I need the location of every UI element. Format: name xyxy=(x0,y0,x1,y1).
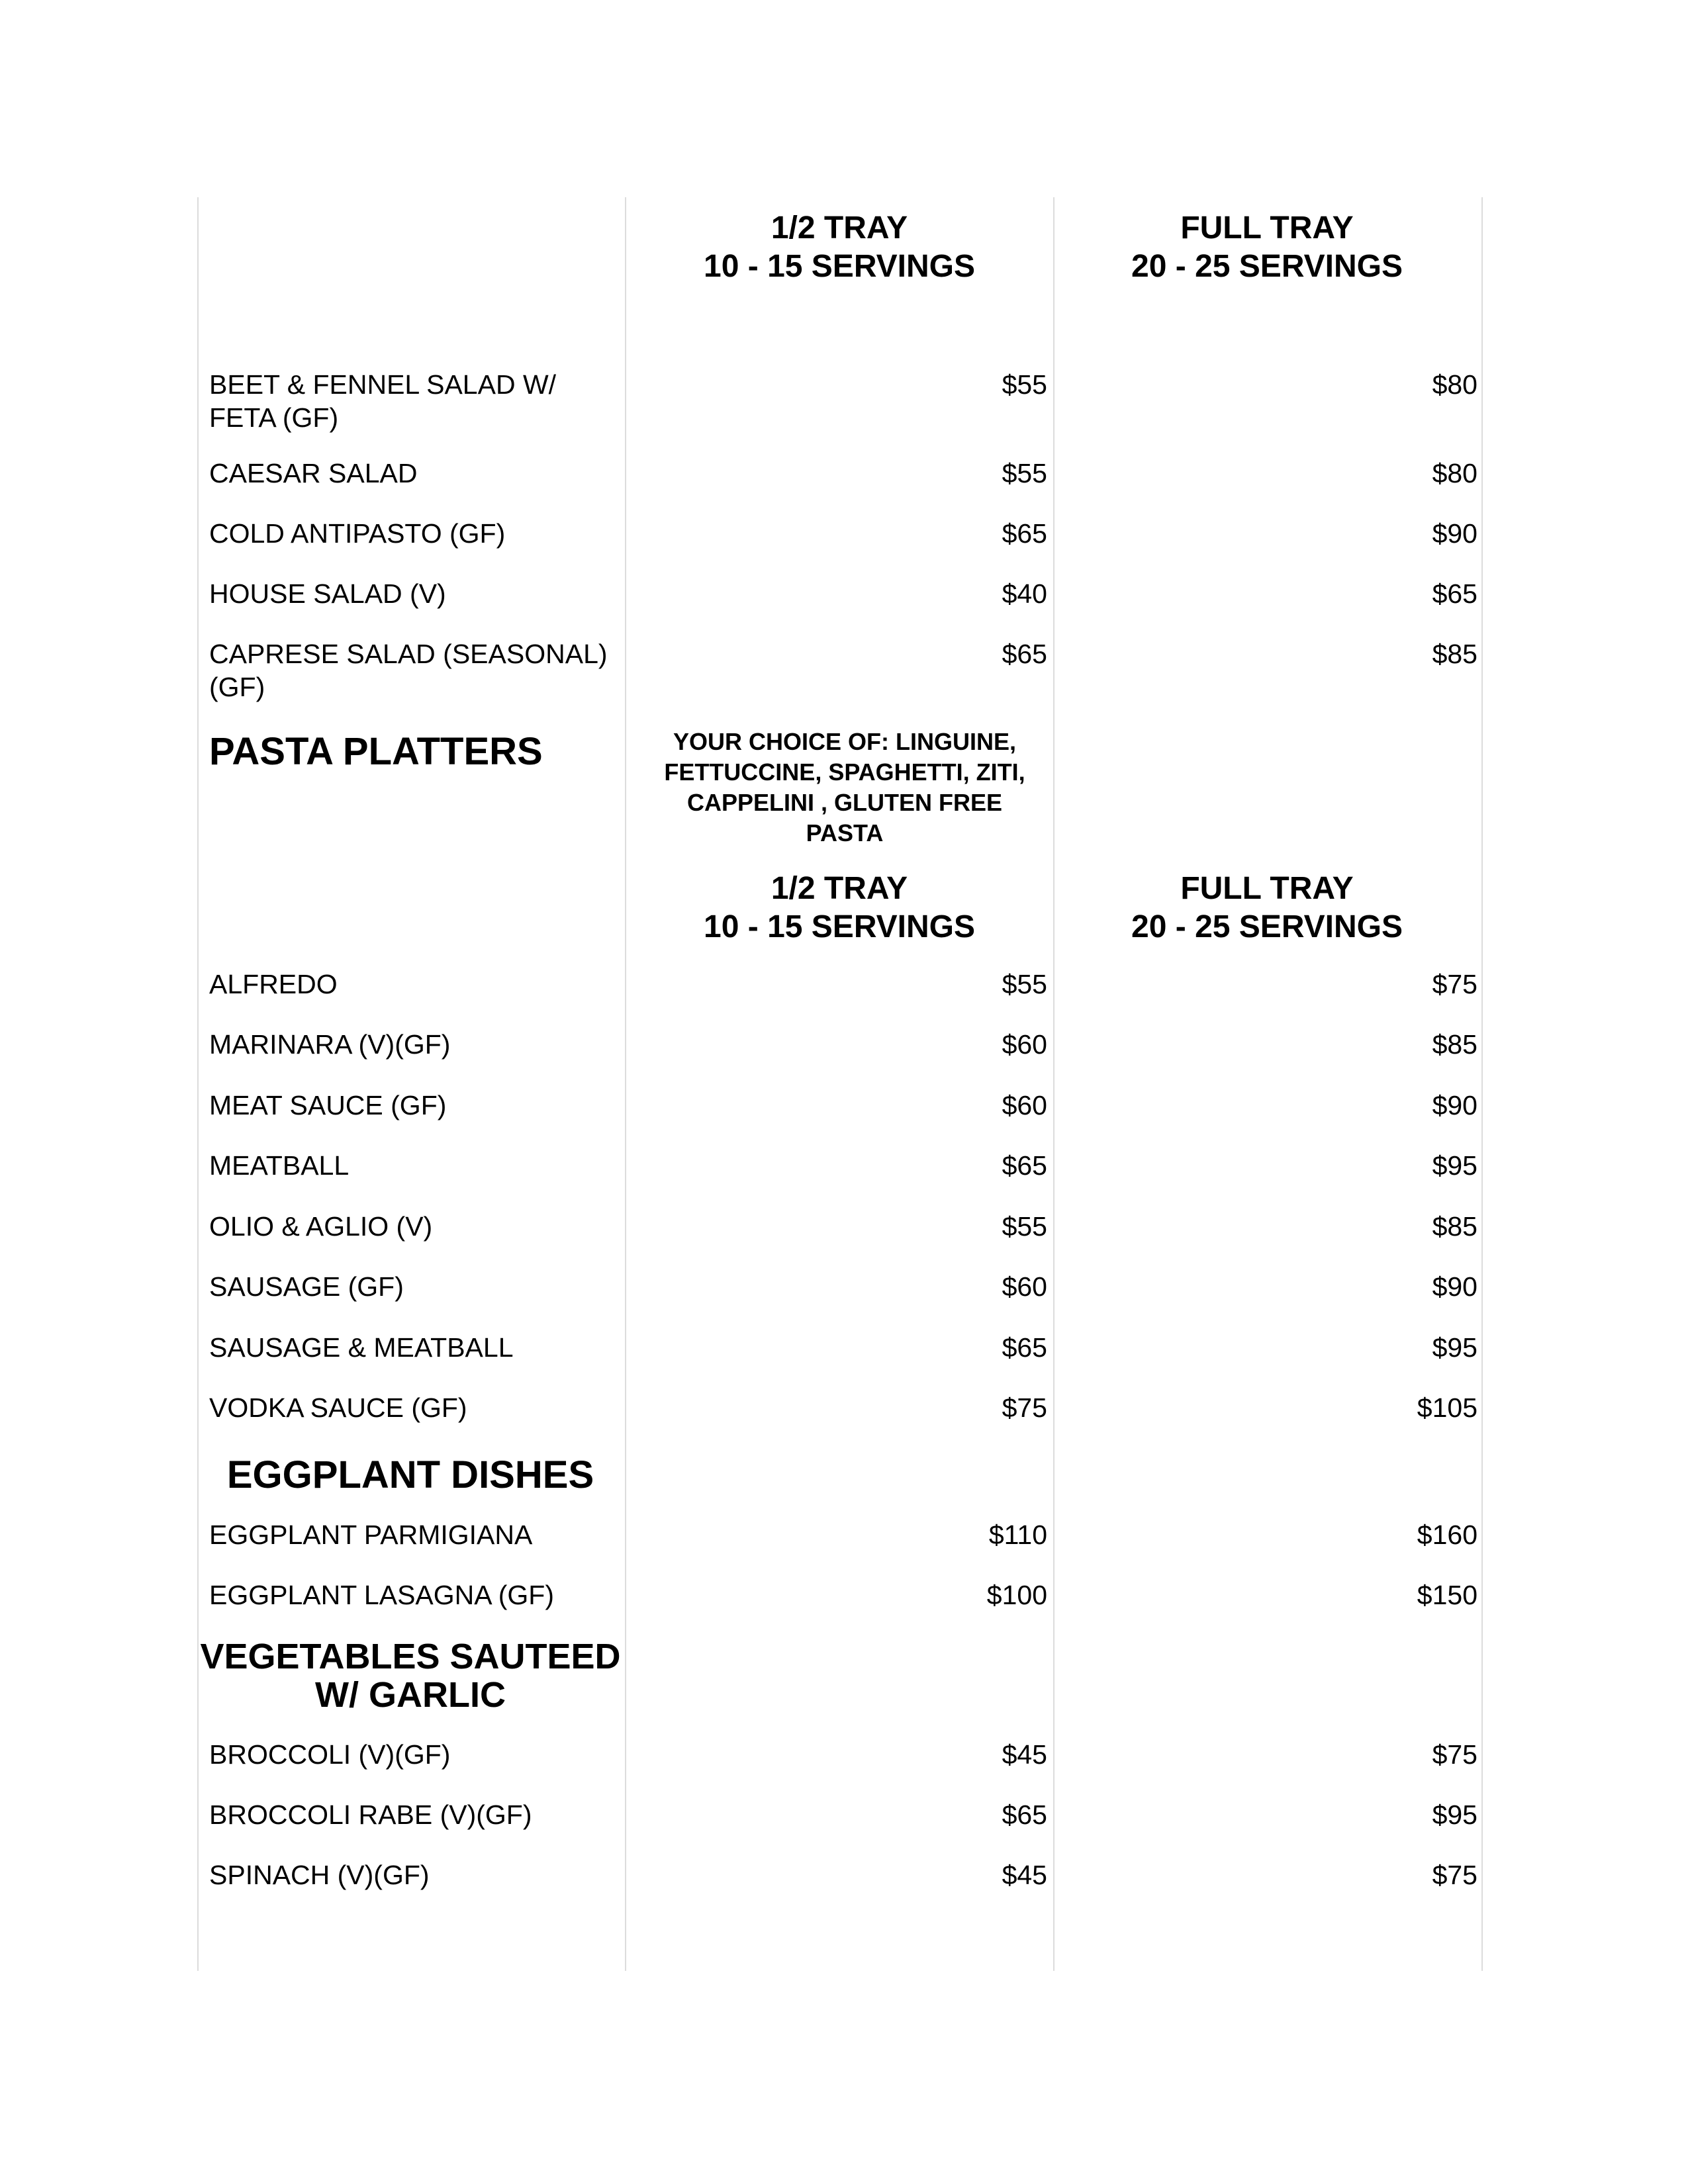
menu-item-name: EGGPLANT LASAGNA (GF) xyxy=(209,1580,554,1610)
half-tray-price: $65 xyxy=(1002,518,1047,549)
menu-item-name: CAESAR SALAD xyxy=(209,458,418,488)
full-tray-price: $90 xyxy=(1432,1271,1477,1302)
full-tray-price: $90 xyxy=(1432,518,1477,549)
menu-item-name: MEAT SAUCE (GF) xyxy=(209,1090,447,1120)
full-tray-price: $85 xyxy=(1432,1211,1477,1242)
menu-item-name: CAPRESE SALAD (SEASONAL) (GF) xyxy=(209,639,608,702)
half-tray-price: $55 xyxy=(1002,369,1047,400)
half-tray-price: $55 xyxy=(1002,969,1047,999)
menu-item-name: BROCCOLI RABE (V)(GF) xyxy=(209,1799,532,1830)
half-tray-price: $60 xyxy=(1002,1271,1047,1302)
section-title-pasta: PASTA PLATTERS xyxy=(209,730,543,773)
half-tray-price: $65 xyxy=(1002,1332,1047,1363)
half-tray-price: $65 xyxy=(1002,1799,1047,1830)
menu-item-name: SPINACH (V)(GF) xyxy=(209,1860,430,1890)
half-tray-header xyxy=(628,209,1051,286)
full-tray-price: $95 xyxy=(1432,1332,1477,1363)
full-tray-label: FULL TRAY xyxy=(1180,210,1354,246)
menu-item-name: BROCCOLI (V)(GF) xyxy=(209,1739,451,1770)
full-tray-price: $80 xyxy=(1432,369,1477,400)
half-tray-price: $65 xyxy=(1002,1150,1047,1181)
full-tray-price: $75 xyxy=(1432,969,1477,999)
full-tray-price: $75 xyxy=(1432,1739,1477,1770)
menu-item-name: VODKA SAUCE (GF) xyxy=(209,1392,467,1423)
half-tray-label: 1/2 TRAY xyxy=(771,871,908,906)
half-tray-price: $55 xyxy=(1002,1211,1047,1242)
full-tray-price: $95 xyxy=(1432,1150,1477,1181)
half-tray-price: $75 xyxy=(1002,1392,1047,1423)
full-tray-header xyxy=(1055,209,1479,286)
full-tray-label: FULL TRAY xyxy=(1180,871,1354,906)
half-tray-price: $40 xyxy=(1002,578,1047,609)
half-tray-price: $60 xyxy=(1002,1090,1047,1120)
half-tray-price: $60 xyxy=(1002,1029,1047,1060)
section-title-eggplant: EGGPLANT DISHES xyxy=(226,1453,594,1496)
column-divider xyxy=(625,197,626,1971)
full-tray-price: $95 xyxy=(1432,1799,1477,1830)
menu-item-name: SAUSAGE & MEATBALL xyxy=(209,1332,514,1363)
full-tray-price: $105 xyxy=(1417,1392,1477,1423)
full-tray-price: $150 xyxy=(1417,1580,1477,1610)
menu-item-name: HOUSE SALAD (V) xyxy=(209,578,446,609)
half-tray-label: 1/2 TRAY xyxy=(771,210,908,246)
half-tray-price: $45 xyxy=(1002,1739,1047,1770)
half-tray-price: $45 xyxy=(1002,1860,1047,1890)
full-tray-price: $90 xyxy=(1432,1090,1477,1120)
menu-item-name: BEET & FENNEL SALAD W/ FETA (GF) xyxy=(209,369,557,433)
pasta-choice-note: YOUR CHOICE OF: LINGUINE, FETTUCCINE, SPAGHETTI, ZITI, CAPPELINI , GLUTEN FREE PASTA xyxy=(664,728,1025,846)
menu-item-name: OLIO & AGLIO (V) xyxy=(209,1211,433,1242)
full-tray-servings: 20 - 25 SERVINGS xyxy=(1131,249,1403,284)
menu-item-name: MARINARA (V)(GF) xyxy=(209,1029,451,1060)
menu-item-name: COLD ANTIPASTO (GF) xyxy=(209,518,506,549)
full-tray-servings: 20 - 25 SERVINGS xyxy=(1131,909,1403,944)
column-divider xyxy=(1053,197,1055,1971)
half-tray-price: $55 xyxy=(1002,458,1047,488)
half-tray-price: $100 xyxy=(986,1580,1047,1610)
menu-item-name: MEATBALL xyxy=(209,1150,350,1181)
half-tray-price: $65 xyxy=(1002,639,1047,669)
half-tray-header xyxy=(628,870,1051,946)
section-title-vegetables: VEGETABLES SAUTEED W/ GARLIC xyxy=(200,1637,621,1715)
full-tray-price: $85 xyxy=(1432,639,1477,669)
menu-item-name: SAUSAGE (GF) xyxy=(209,1271,404,1302)
full-tray-price: $160 xyxy=(1417,1520,1477,1550)
full-tray-header xyxy=(1055,870,1479,946)
full-tray-price: $75 xyxy=(1432,1860,1477,1890)
half-tray-servings: 10 - 15 SERVINGS xyxy=(704,249,975,284)
column-divider xyxy=(1481,197,1483,1971)
half-tray-servings: 10 - 15 SERVINGS xyxy=(704,909,975,944)
full-tray-price: $85 xyxy=(1432,1029,1477,1060)
menu-item-name: ALFREDO xyxy=(209,969,338,999)
half-tray-price: $110 xyxy=(988,1520,1047,1550)
full-tray-price: $80 xyxy=(1432,458,1477,488)
full-tray-price: $65 xyxy=(1432,578,1477,609)
menu-item-name: EGGPLANT PARMIGIANA xyxy=(209,1520,533,1550)
